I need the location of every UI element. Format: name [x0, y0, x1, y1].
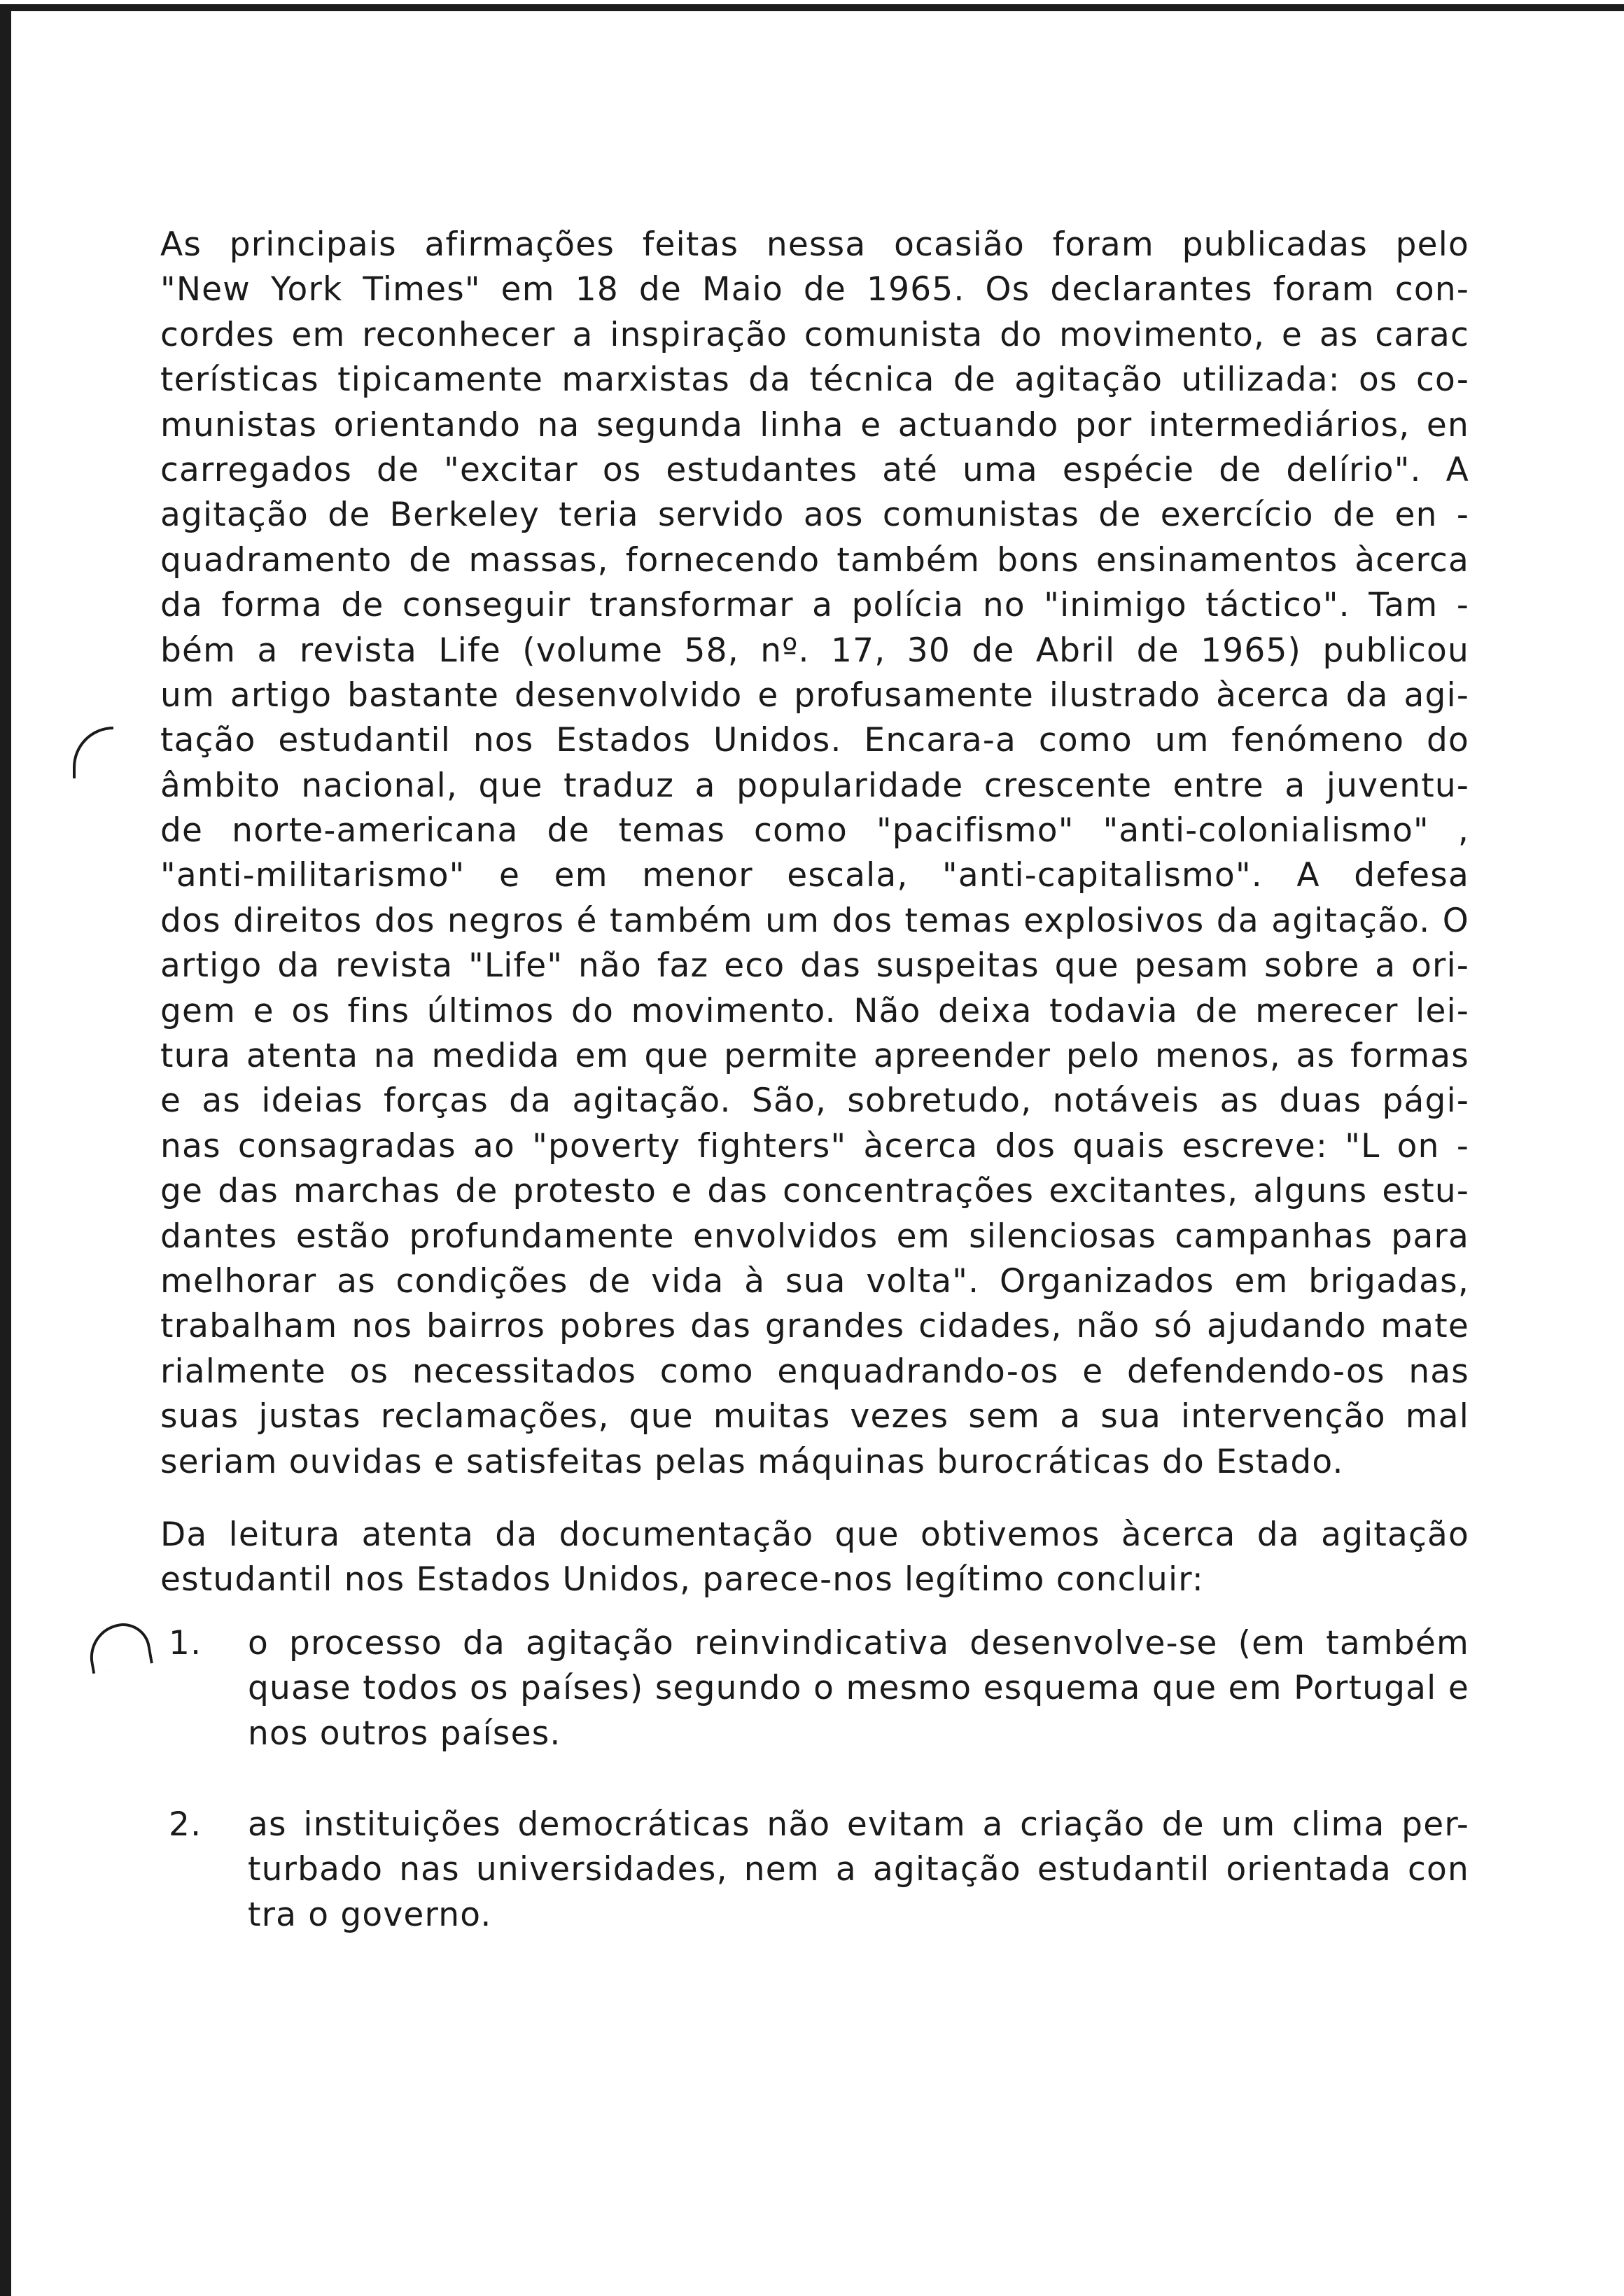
- text-line: carregados de "excitar os estudantes até uma espécie de delírio". A: [160, 450, 1469, 489]
- paragraph-2: [160, 1513, 1469, 1603]
- list-item: [160, 1621, 1469, 1756]
- paragraph-gap: [160, 1485, 1469, 1513]
- text-line: nos outros países.: [248, 1714, 561, 1753]
- text-line: agitação de Berkeley teria servido aos comunistas de exercício de en -: [160, 496, 1469, 535]
- text-line: âmbito nacional, que traduz a popularidade crescente entre a juventu-: [160, 766, 1469, 805]
- text-line: bém a revista Life (volume 58, nº. 17, 30 de Abril de 1965) publicou: [160, 631, 1469, 670]
- text-line: de norte-americana de temas como "pacifismo" "anti-colonialismo" ,: [160, 811, 1469, 850]
- text-line: turbado nas universidades, nem a agitação estudantil orientada con: [248, 1850, 1469, 1889]
- document-page: [160, 223, 1469, 1938]
- text-line: quase todos os países) segundo o mesmo esquema que em Portugal e: [248, 1669, 1469, 1708]
- text-line: seriam ouvidas e satisfeitas pelas máquinas burocráticas do Estado.: [160, 1442, 1344, 1481]
- text-line: cordes em reconhecer a inspiração comunista do movimento, e as carac: [160, 315, 1469, 354]
- text-line: "New York Times" em 18 de Maio de 1965. Os declarantes foram con-: [160, 270, 1469, 309]
- list-item-body: [248, 1802, 1469, 1938]
- text-line: tura atenta na medida em que permite apreender pelo menos, as formas: [160, 1037, 1469, 1076]
- text-line: trabalham nos bairros pobres das grandes cidades, não só ajudando mate: [160, 1307, 1469, 1346]
- text-line: quadramento de massas, fornecendo também bons ensinamentos àcerca: [160, 540, 1469, 580]
- text-line: ge das marchas de protesto e das concentrações excitantes, alguns estu-: [160, 1172, 1469, 1211]
- scan-border-top: [0, 4, 1624, 11]
- text-line: dos direitos dos negros é também um dos temas explosivos da agitação. O: [160, 901, 1469, 940]
- text-line: o processo da agitação reinvindicativa desenvolve-se (em também: [248, 1623, 1469, 1662]
- text-line: nas consagradas ao "poverty fighters" àcerca dos quais escreve: "L on -: [160, 1126, 1469, 1166]
- text-line: melhorar as condições de vida à sua volta". Organizados em brigadas,: [160, 1261, 1469, 1301]
- text-line: Da leitura atenta da documentação que obtivemos àcerca da agitação: [160, 1515, 1469, 1554]
- text-line: dantes estão profundamente envolvidos em silenciosas campanhas para: [160, 1217, 1469, 1256]
- text-line: As principais afirmações feitas nessa ocasião foram publicadas pelo: [160, 225, 1469, 264]
- text-line: um artigo bastante desenvolvido e profusamente ilustrado àcerca da agi-: [160, 676, 1469, 715]
- margin-pencil-mark: [85, 1619, 153, 1674]
- text-line: "anti-militarismo" e em menor escala, "anti-capitalismo". A defesa: [160, 856, 1469, 895]
- list-item-number: 2.: [169, 1805, 202, 1844]
- list-item-body: [248, 1621, 1469, 1756]
- list-item-number: 1.: [169, 1623, 202, 1662]
- text-line: suas justas reclamações, que muitas vezes sem a sua intervenção mal: [160, 1397, 1469, 1436]
- text-line: da forma de conseguir transformar a polícia no "inimigo táctico". Tam -: [160, 586, 1469, 625]
- margin-pencil-mark: [73, 727, 113, 778]
- text-line: terísticas tipicamente marxistas da técnica de agitação utilizada: os co-: [160, 360, 1469, 400]
- list-item: [160, 1802, 1469, 1938]
- scan-border-left: [0, 4, 11, 2296]
- text-line: estudantil nos Estados Unidos, parece-nos legítimo concluir:: [160, 1560, 1204, 1600]
- text-line: rialmente os necessitados como enquadrando-os e defendendo-os nas: [160, 1352, 1469, 1391]
- text-line: e as ideias forças da agitação. São, sobretudo, notáveis as duas pági-: [160, 1082, 1469, 1121]
- text-line: tação estudantil nos Estados Unidos. Encara-a como um fenómeno do: [160, 721, 1469, 760]
- text-line: as instituições democráticas não evitam a criação de um clima per-: [248, 1805, 1469, 1844]
- paragraph-1: [160, 223, 1469, 1485]
- text-line: tra o governo.: [248, 1895, 492, 1934]
- text-line: artigo da revista "Life" não faz eco das suspeitas que pesam sobre a ori-: [160, 946, 1469, 986]
- text-line: gem e os fins últimos do movimento. Não deixa todavia de merecer lei-: [160, 991, 1469, 1030]
- text-line: munistas orientando na segunda linha e actuando por intermediários, en: [160, 405, 1469, 444]
